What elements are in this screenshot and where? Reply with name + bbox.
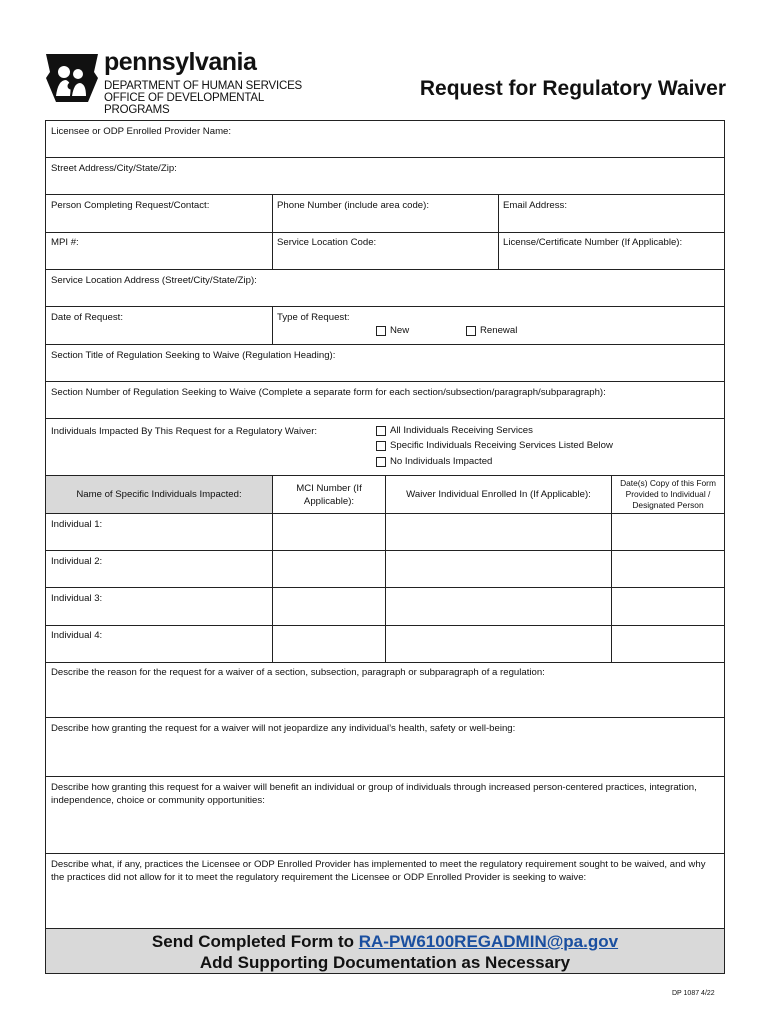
- practices-label: Describe what, if any, practices the Licensee or ODP Enrolled Provider has implemented to meet the regulatory requirement sought to be waived, and why the practices did not allow for it to meet the regulatory requirement the Licensee or ODP Enrolled Provider is seeking to waive:: [51, 859, 706, 883]
- phone-label: Phone Number (include area code):: [277, 200, 429, 211]
- no-individuals-checkbox[interactable]: [376, 456, 492, 467]
- pa-dhs-logo: [44, 48, 324, 116]
- mpi-label: MPI #:: [51, 237, 79, 248]
- service-location-code-label: Service Location Code:: [277, 237, 377, 248]
- table-header-name: Name of Specific Individuals Impacted:: [76, 489, 242, 500]
- street-address-label: Street Address/City/State/Zip:: [51, 163, 177, 174]
- all-individuals-label: All Individuals Receiving Services: [390, 425, 533, 436]
- type-of-request-label: Type of Request:: [277, 312, 350, 323]
- specific-individuals-label: Specific Individuals Receiving Services Listed Below: [390, 440, 613, 451]
- type-renewal-label: Renewal: [480, 325, 518, 336]
- keystone-family-icon: [44, 52, 100, 104]
- table-header-mci: MCI Number (If Applicable):: [296, 482, 362, 507]
- type-new-checkbox[interactable]: [376, 325, 409, 336]
- individuals-impacted-label: Individuals Impacted By This Request for a Regulatory Waiver:: [51, 426, 318, 437]
- table-header-date-copy: Date(s) Copy of this Form Provided to Individual / Designated Person: [620, 478, 716, 510]
- checkbox-icon: [376, 441, 386, 451]
- section-number-label: Section Number of Regulation Seeking to Waive (Complete a separate form for each section/subsection/paragraph/subparagraph):: [51, 387, 606, 398]
- logo-state-name: pennsylvania: [104, 48, 257, 76]
- table-row-individual-4: Individual 4:: [51, 630, 103, 641]
- type-renewal-checkbox[interactable]: [466, 325, 517, 336]
- table-row-individual-1: Individual 1:: [51, 519, 103, 530]
- table-row-individual-3: Individual 3:: [51, 593, 103, 604]
- send-instructions: [46, 932, 724, 952]
- submission-banner: [46, 929, 724, 973]
- provider-name-label: Licensee or ODP Enrolled Provider Name:: [51, 126, 232, 137]
- checkbox-icon: [376, 426, 386, 436]
- type-new-label: New: [390, 325, 410, 336]
- page-title: Request for Regulatory Waiver: [419, 77, 726, 100]
- license-number-label: License/Certificate Number (If Applicable):: [503, 237, 683, 248]
- all-individuals-checkbox[interactable]: [376, 425, 533, 436]
- supporting-docs-note: Add Supporting Documentation as Necessary: [199, 953, 571, 972]
- benefit-label: Describe how granting this request for a waiver will benefit an individual or group of individuals through increased person-centered practices, integration, independence, choice or community opportunities:: [51, 782, 697, 806]
- document-number: DP 1087 4/22: [672, 990, 715, 997]
- specific-individuals-checkbox[interactable]: [376, 440, 613, 451]
- section-title-label: Section Title of Regulation Seeking to Waive (Regulation Heading):: [51, 350, 336, 361]
- checkbox-icon: [466, 326, 476, 336]
- email-label: Email Address:: [503, 200, 567, 211]
- service-location-address-label: Service Location Address (Street/City/State/Zip):: [51, 275, 257, 286]
- submission-email-link[interactable]: RA-PW6100REGADMIN@pa.gov: [358, 932, 619, 951]
- no-individuals-label: No Individuals Impacted: [390, 456, 493, 467]
- logo-department: DEPARTMENT OF HUMAN SERVICES: [104, 80, 303, 92]
- logo-office: OFFICE OF DEVELOPMENTAL PROGRAMS: [104, 92, 264, 116]
- table-row-individual-2: Individual 2:: [51, 556, 103, 567]
- checkbox-icon: [376, 457, 386, 467]
- waiver-form: [45, 120, 725, 974]
- reason-label: Describe the reason for the request for a waiver of a section, subsection, paragraph or subparagraph of a regulation:: [51, 667, 545, 678]
- date-of-request-label: Date of Request:: [51, 312, 123, 323]
- send-prefix: Send Completed Form to: [151, 932, 359, 951]
- person-completing-label: Person Completing Request/Contact:: [51, 200, 210, 211]
- checkbox-icon: [376, 326, 386, 336]
- table-header-waiver: Waiver Individual Enrolled In (If Applicable):: [406, 489, 591, 500]
- not-jeopardize-label: Describe how granting the request for a waiver will not jeopardize any individual’s health, safety or well-being:: [51, 723, 516, 734]
